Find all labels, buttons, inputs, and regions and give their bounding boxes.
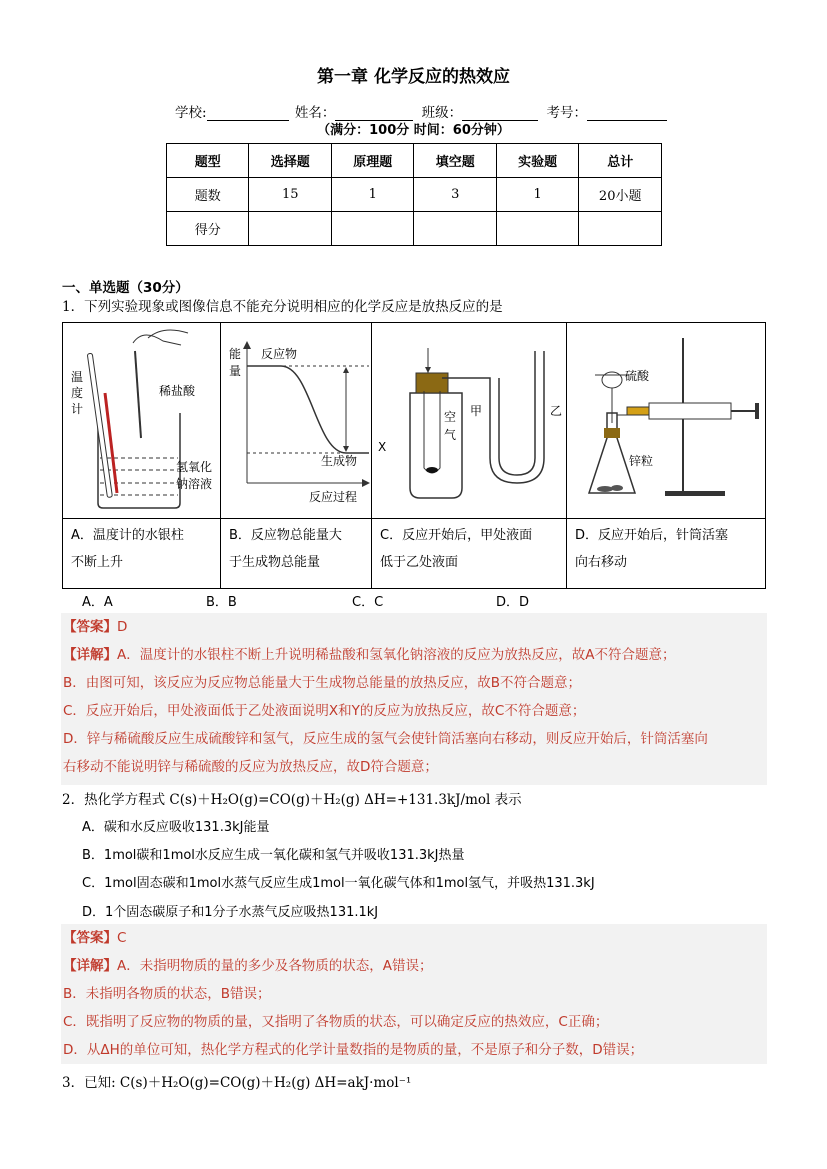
label-hcl: 稀盐酸 (159, 384, 196, 398)
q1-option-b[interactable]: B．B (206, 595, 237, 610)
table-cell: 实验题 (496, 144, 578, 178)
table-cell: 题型 (167, 144, 249, 178)
q2-option-c[interactable]: C．1mol固态碳和1mol水蒸气反应生成1mol一氧化碳气体和1mol氢气，并吸热131.3kJ (82, 876, 595, 891)
name-label: 姓名： (294, 105, 336, 121)
detail-line: B．未指明各物质的状态，B错误； (63, 986, 271, 1002)
detail-line: D．锌与稀硫酸反应生成硫酸锌和氢气，反应生成的氢气会使针筒活塞向右移动，则反应开始后，针筒活塞向 (63, 731, 708, 747)
table-cell: 20小题 (579, 178, 662, 212)
axis-y-1: 能 (229, 347, 242, 361)
score-input-cell[interactable] (414, 212, 496, 246)
table-cell: 原理题 (332, 144, 414, 178)
q1-answer-block (61, 613, 767, 785)
q2-answer-block (61, 924, 767, 1064)
caption-a: A．温度计的水银柱 不断上升 (71, 528, 184, 570)
label-product: 生成物 (321, 454, 358, 468)
label-wen: 温 (71, 370, 84, 384)
exam-no-label: 考号： (546, 105, 587, 121)
label-jia: 甲 (470, 404, 483, 418)
table-cell: 1 (496, 178, 578, 212)
label-reactant: 反应物 (261, 347, 298, 361)
q2-option-b[interactable]: B．1mol碳和1mol水反应生成一氧化碳和氢气并吸收131.3kJ热量 (82, 848, 465, 863)
figure-b-energy-diagram (221, 323, 371, 518)
score-input-cell[interactable] (579, 212, 662, 246)
detail-line: D．从ΔH的单位可知，热化学方程式的化学计量数指的是物质的量，不是原子和分子数，D错误； (63, 1042, 644, 1058)
table-cell: 1 (332, 178, 414, 212)
q2-option-a[interactable]: A．碳和水反应吸收131.3kJ能量 (82, 820, 270, 835)
label-sulfuric-acid: 硫酸 (625, 369, 650, 383)
label-zinc: 锌粒 (629, 454, 654, 468)
label-yi: 乙 (550, 404, 563, 418)
table-cell: 填空题 (414, 144, 496, 178)
score-input-cell[interactable] (496, 212, 578, 246)
figure-c-u-tube (372, 323, 566, 518)
table-cell: 选择题 (249, 144, 332, 178)
label-air-2: 气 (444, 428, 457, 442)
page-title: 第一章 化学反应的热效应 (317, 67, 510, 87)
q1-option-c[interactable]: C．C (352, 595, 384, 610)
table-cell: 得分 (167, 212, 249, 246)
q2-option-d[interactable]: D．1个固态碳原子和1分子水蒸气反应吸热131.1kJ (82, 905, 379, 920)
q1-stem: 1．下列实验现象或图像信息不能充分说明相应的化学反应是放热反应的是 (62, 299, 503, 315)
q3-stem: 3．已知: C(s)＋H₂O(g)=CO(g)＋H₂(g) ΔH=akJ·mol⁻¹ (62, 1075, 412, 1091)
detail-line: 【详解】A．温度计的水银柱不断上升说明稀盐酸和氢氧化钠溶液的反应为放热反应，故A不符合题意； (63, 647, 676, 663)
detail-line: C．反应开始后，甲处液面低于乙处液面说明X和Y的反应为放热反应，故C不符合题意； (63, 703, 586, 719)
exam-meta: （满分：100分 时间：60分钟） (317, 123, 510, 138)
caption-b: B．反应物总能量大 于生成物总能量 (229, 528, 342, 570)
label-x: X (378, 440, 387, 454)
table-cell: 总计 (579, 144, 662, 178)
caption-c: C．反应开始后，甲处液面 低于乙处液面 (380, 528, 533, 570)
q1-option-d[interactable]: D．D (496, 595, 530, 610)
detail-line: B．由图可知，该反应为反应物总能量大于生成物总能量的放热反应，故B不符合题意； (63, 675, 582, 691)
label-naoh-1: 氢氧化 (176, 460, 213, 474)
q1-option-a[interactable]: A．A (82, 595, 113, 610)
score-input-cell[interactable] (332, 212, 414, 246)
q1-figure-table (62, 322, 766, 589)
label-naoh-2: 钠溶液 (176, 477, 213, 491)
label-du: 度 (71, 386, 84, 400)
score-table (166, 143, 662, 246)
answer-line: 【答案】C (63, 930, 127, 946)
table-row (167, 212, 662, 246)
figure-a-beaker-thermometer (63, 323, 220, 518)
section-heading: 一、单选题（30分） (62, 280, 189, 296)
class-label: 班级： (421, 105, 463, 121)
table-row (167, 144, 662, 178)
detail-line: 右移动不能说明锌与稀硫酸的反应为放热反应，故D符合题意； (63, 759, 438, 775)
detail-line: C．既指明了反应物的物质的量，又指明了各物质的状态，可以确定反应的热效应，C正确； (63, 1014, 609, 1030)
student-info-line (175, 101, 667, 121)
table-cell: 15 (249, 178, 332, 212)
figure-d-syringe-flask (567, 323, 765, 518)
table-cell: 题数 (167, 178, 249, 212)
caption-d: D．反应开始后，针筒活塞 向右移动 (575, 528, 729, 570)
table-row (167, 178, 662, 212)
label-ji: 计 (71, 402, 84, 416)
q2-stem: 2．热化学方程式 C(s)＋H₂O(g)=CO(g)＋H₂(g) ΔH=+131.3kJ/mol 表示 (62, 792, 522, 808)
answer-line: 【答案】D (63, 619, 128, 635)
table-cell: 3 (414, 178, 496, 212)
axis-x: 反应过程 (309, 490, 358, 504)
label-air-1: 空 (444, 410, 457, 424)
detail-line: 【详解】A．未指明物质的量的多少及各物质的状态，A错误； (63, 958, 433, 974)
score-input-cell[interactable] (249, 212, 332, 246)
axis-y-2: 量 (229, 364, 242, 378)
school-label: 学校: (175, 105, 207, 121)
